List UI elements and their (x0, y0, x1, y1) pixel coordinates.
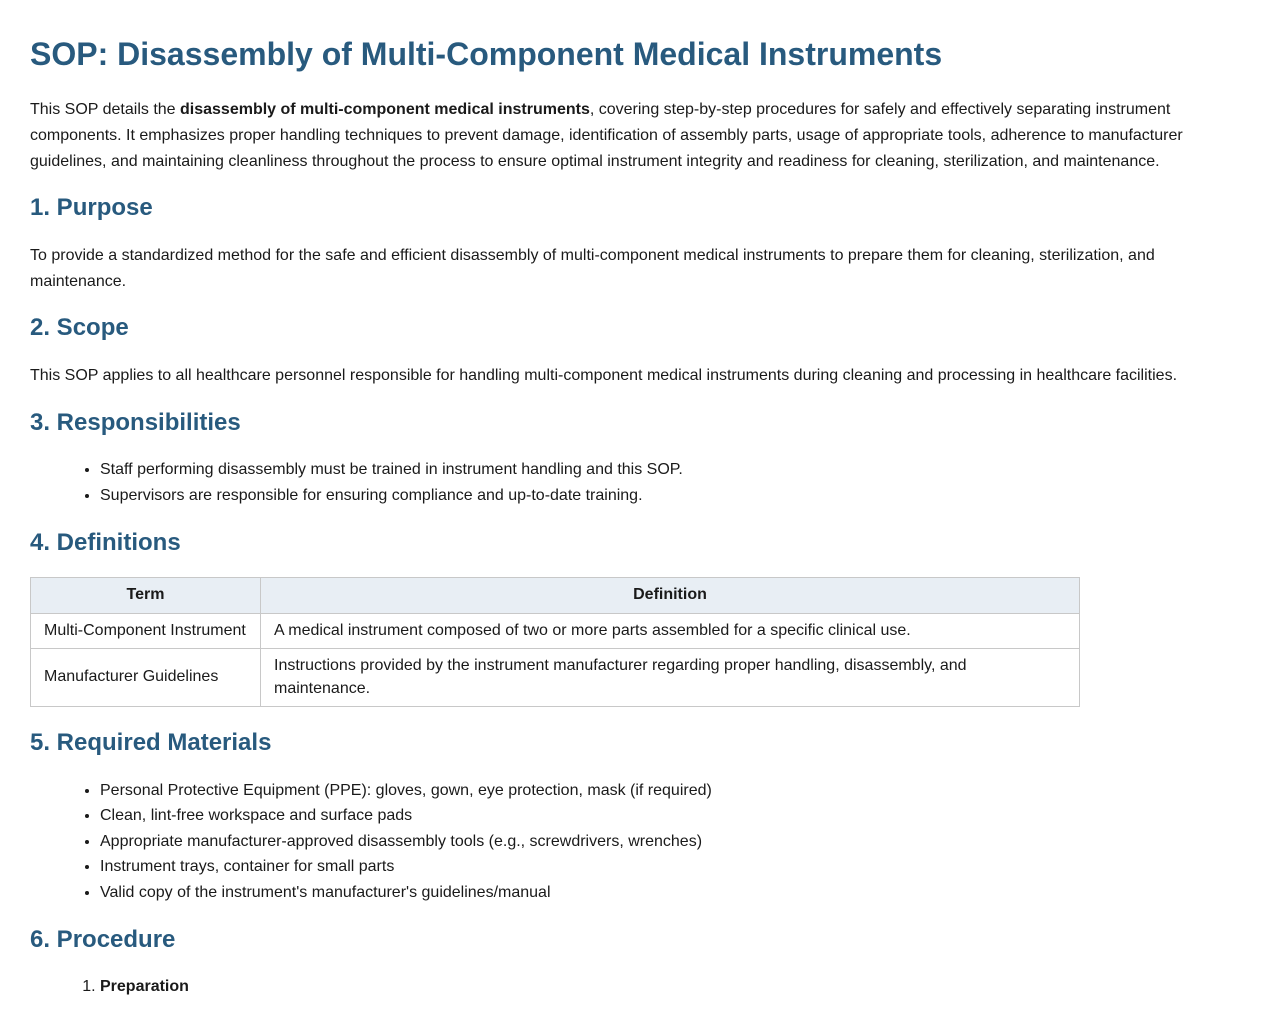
purpose-text: To provide a standardized method for the safe and efficient disassembly of multi-component medical instruments to prepare them for cleaning, sterilization, and maintenance. (30, 246, 1155, 290)
table-cell-term: Manufacturer Guidelines (31, 649, 261, 707)
table-cell-definition: A medical instrument composed of two or more parts assembled for a specific clinical use. (261, 613, 1080, 648)
list-item: • Valid copy of the instrument's manufacturer's guidelines/manual (100, 880, 1233, 906)
table-row (31, 649, 1080, 707)
responsibilities-heading: 3. Responsibilities (30, 408, 241, 436)
list-item: • Appropriate manufacturer-approved disassembly tools (e.g., screwdrivers, wrenches) (100, 829, 1233, 855)
intro-text-after: , covering step-by-step procedures for safely and effectively separating instrument components. It emphasizes proper handling techniques to prevent damage, identification of assembly parts, usage of appropriate tools, adherence to manufacturer guidelines, and maintaining cleanliness throughout the process to ensure optimal instrument integrity and readiness for cleaning, sterilization, and maintenance. (30, 101, 1183, 170)
table-cell-term: Multi-Component Instrument (31, 613, 261, 648)
procedure-steps (30, 974, 1233, 1000)
list-item: • Clean, lint-free workspace and surface pads (100, 803, 1233, 829)
intro-text-before: This SOP details the (30, 101, 180, 119)
materials-heading: 5. Required Materials (30, 728, 272, 756)
intro-paragraph (30, 97, 1195, 174)
scope-text: This SOP applies to all healthcare personnel responsible for handling multi-component medical instruments during cleaning and processing in healthcare facilities. (30, 366, 1178, 384)
table-header-row (31, 578, 1080, 613)
definitions-table (30, 577, 1080, 707)
table-cell-definition: Instructions provided by the instrument manufacturer regarding proper handling, disassembly, and maintenance. (261, 649, 1080, 707)
list-item: • Personal Protective Equipment (PPE): gloves, gown, eye protection, mask (if required) (100, 778, 1233, 804)
purpose-heading: 1. Purpose (30, 194, 153, 222)
list-item: • Instrument trays, container for small parts (100, 854, 1233, 880)
intro-text-bold: disassembly of multi-component medical instruments (180, 101, 590, 119)
column-header-definition: Definition (261, 578, 1080, 613)
list-item: • Supervisors are responsible for ensuring compliance and up-to-date training. (100, 483, 1233, 509)
procedure-heading: 6. Procedure (30, 925, 176, 953)
list-item: • Staff performing disassembly must be trained in instrument handling and this SOP. (100, 457, 1233, 483)
scope-heading: 2. Scope (30, 314, 129, 342)
procedure-step-title: Preparation (100, 978, 189, 996)
definitions-heading: 4. Definitions (30, 528, 181, 556)
materials-list (30, 778, 1233, 906)
responsibilities-list (30, 457, 1233, 508)
page-title: SOP: Disassembly of Multi-Component Medical Instruments (30, 36, 943, 72)
column-header-term: Term (31, 578, 261, 613)
table-row (31, 613, 1080, 648)
procedure-step (100, 974, 1233, 1000)
